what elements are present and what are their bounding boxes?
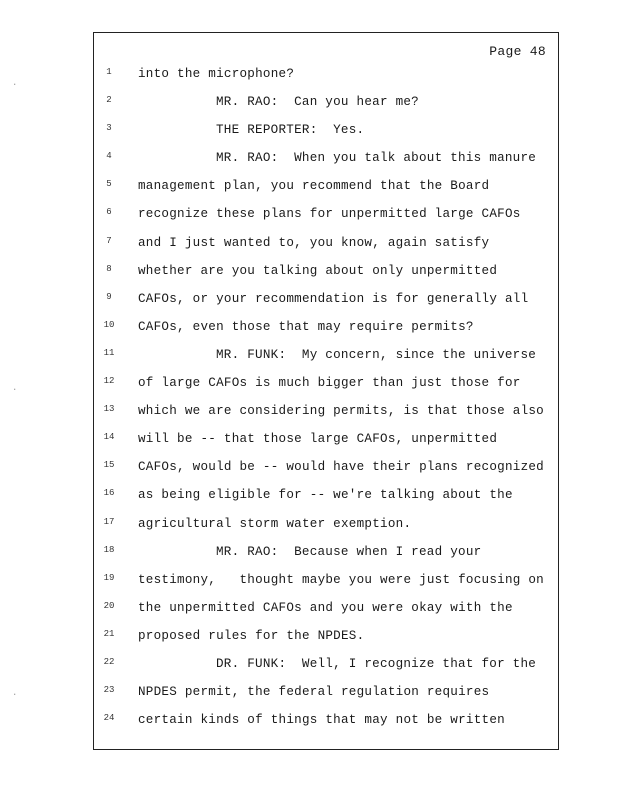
line-text: DR. FUNK: Well, I recognize that for the [216,656,537,671]
line-number: 16 [103,488,115,499]
transcript-line [94,597,558,625]
line-number: 22 [103,656,115,667]
line-number: 19 [103,572,115,583]
line-number: 9 [106,291,112,302]
line-number: 3 [106,123,112,134]
line-number: 15 [103,460,115,471]
transcript-line [94,119,558,147]
transcript-line [94,344,558,372]
transcript-line [94,709,558,737]
line-number: 24 [103,713,115,724]
transcript-line [94,316,558,344]
line-number: 23 [103,685,115,696]
line-number: 2 [106,95,112,106]
line-text: will be -- that those large CAFOs, unpermitted [138,432,498,447]
transcript-line [94,63,558,91]
margin-mark: · [12,80,18,90]
line-number: 14 [103,432,115,443]
line-text: management plan, you recommend that the Board [138,179,490,194]
line-number: 8 [106,263,112,274]
transcript-line [94,513,558,541]
line-text: NPDES permit, the federal regulation requires [138,685,490,700]
transcript-line [94,484,558,512]
transcript-page [93,32,559,750]
line-number: 10 [103,319,115,330]
line-text: the unpermitted CAFOs and you were okay with the [138,600,513,615]
line-number: 4 [106,151,112,162]
line-number: 7 [106,235,112,246]
line-text: MR. FUNK: My concern, since the universe [216,347,537,362]
line-text: THE REPORTER: Yes. [216,123,365,138]
transcript-line [94,400,558,428]
line-number: 17 [103,516,115,527]
transcript-line [94,681,558,709]
transcript-line [94,232,558,260]
transcript-line [94,372,558,400]
page-number: Page 48 [489,44,546,59]
transcript-line [94,541,558,569]
transcript-line [94,288,558,316]
transcript-line [94,569,558,597]
line-text: CAFOs, or your recommendation is for generally all [138,291,529,306]
line-number: 21 [103,628,115,639]
line-text: as being eligible for -- we're talking about the [138,488,513,503]
line-number: 6 [106,207,112,218]
line-number: 1 [106,67,112,77]
line-number: 11 [103,347,115,358]
margin-mark: · [12,385,18,395]
line-text: and I just wanted to, you know, again satisfy [138,235,490,250]
line-number: 5 [106,179,112,190]
line-text: MR. RAO: When you talk about this manure [216,151,537,166]
line-text: recognize these plans for unpermitted large CAFOs [138,207,521,222]
line-text: CAFOs, even those that may require permits? [138,319,474,334]
line-text: of large CAFOs is much bigger than just those for [138,376,521,391]
line-text: agricultural storm water exemption. [138,516,412,531]
line-text: which we are considering permits, is that those also [138,404,544,419]
transcript-line [94,203,558,231]
line-text: proposed rules for the NPDES. [138,628,365,643]
margin-mark: · [12,690,18,700]
transcript-lines [94,63,558,737]
line-text: whether are you talking about only unpermitted [138,263,498,278]
line-text: into the microphone? [138,67,295,81]
transcript-line [94,91,558,119]
line-number: 18 [103,544,115,555]
transcript-line [94,175,558,203]
line-number: 12 [103,376,115,387]
line-number: 13 [103,404,115,415]
line-number: 20 [103,600,115,611]
transcript-line [94,653,558,681]
line-text: certain kinds of things that may not be written [138,713,505,728]
line-text: testimony, thought maybe you were just focusing on [138,572,544,587]
line-text: MR. RAO: Can you hear me? [216,95,419,110]
transcript-line [94,625,558,653]
transcript-line [94,456,558,484]
line-text: MR. RAO: Because when I read your [216,544,482,559]
transcript-line [94,147,558,175]
line-text: CAFOs, would be -- would have their plans recognized [138,460,544,475]
transcript-line [94,428,558,456]
transcript-line [94,260,558,288]
